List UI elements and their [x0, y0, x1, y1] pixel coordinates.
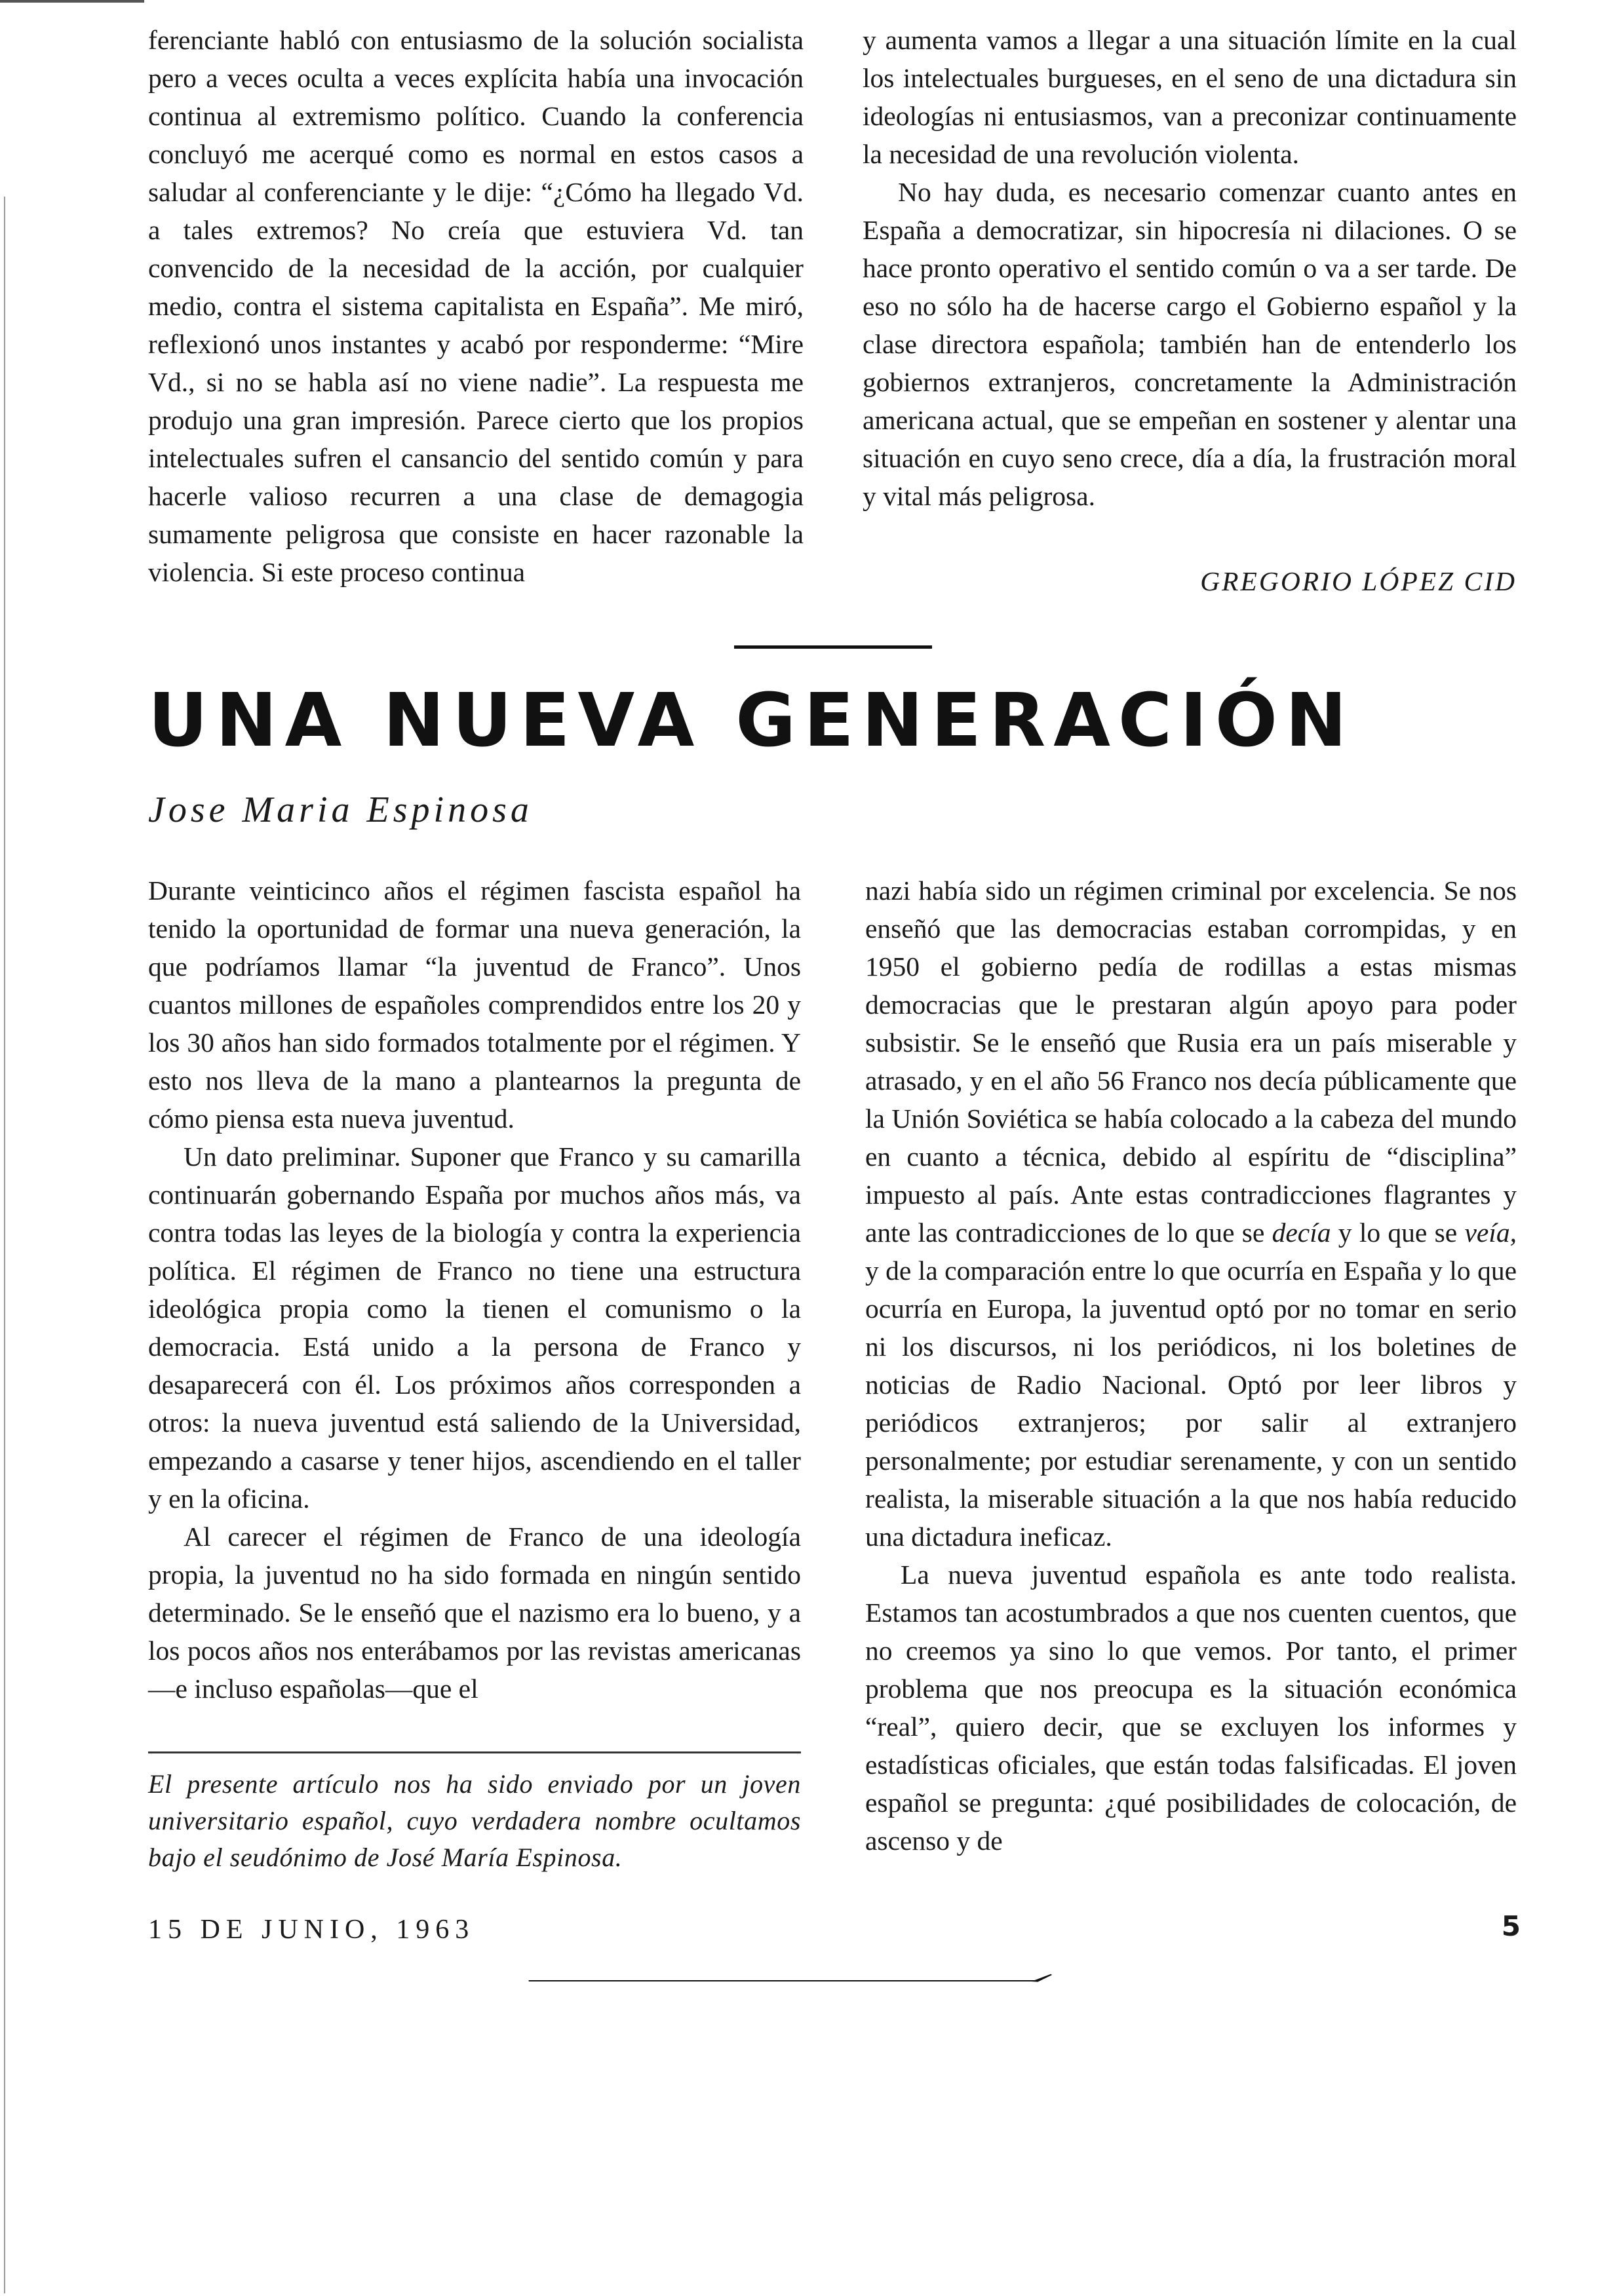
emphasis-text: veía,: [1464, 1217, 1517, 1248]
paragraph: [865, 871, 1517, 1556]
text-run: nazi había sido un régimen criminal por excelencia. Se nos enseñó que las democracias estaban corrompidas, y en 1950 el gobierno pedía de rodillas a estas mismas democracias que le prestaran algún apoyo para poder subsistir. Se le enseñó que Rusia era un país miserable y atrasado, y en el año 56 Franco nos decía públicamente que la Unión Soviética se había colocado a la cabeza del mundo en cuanto a técnica, debido al espíritu de “disciplina” impuesto al país. Ante estas contradicciones flagrantes y ante las contradicciones de lo que se: [865, 875, 1517, 1248]
issue-date: 15 DE JUNIO, 1963: [148, 1915, 475, 1945]
author-signature: GREGORIO LÓPEZ CID: [1200, 566, 1517, 596]
previous-article-right-column: [863, 21, 1517, 515]
page-number: 5: [1501, 1910, 1521, 1942]
bottom-rule-ornament: [0, 1979, 1586, 1992]
paragraph: No hay duda, es necesario comenzar cuanto antes en España a democratizar, sin hipocresía ni dilaciones. O se hace pronto operativo el sentido común o va a ser tarde. De eso no sólo ha de hacerse cargo el Gobierno español y la clase directora española; también han de entenderlo los gobiernos extranjeros, concretamente la Administración americana actual, que se empeñan en sostener y alentar una situación en cuyo seno crece, día a día, la frustración moral y vital más peligrosa.: [863, 177, 1517, 511]
text-run: y de la comparación entre lo que ocurría en España y lo que ocurría en Europa, la juventud optó por no tomar en serio ni los discursos, ni los periódicos, ni los boletines de noticias de Radio Nacional. Optó por leer libros y periódicos extranjeros; por salir al extranjero personalmente; por estudiar serenamente, y con un sentido realista, la miserable situación a la que nos había reducido una dictadura ineficaz.: [865, 1255, 1517, 1552]
paragraph: La nueva juventud española es ante todo realista. Estamos tan acostumbrados a que nos cuenten cuentos, que no creemos ya sino lo que vemos. Por tanto, el primer problema que nos preocupa es la situación económica “real”, quiero decir, que se excluyen los informes y estadísticas oficiales, que están todas falsificadas. El joven español se pregunta: ¿qué posibilidades de colocación, de ascenso y de: [865, 1559, 1517, 1856]
previous-article-left-column: [148, 21, 804, 591]
paragraph: Un dato preliminar. Suponer que Franco y su camarilla continuarán gobernando España por muchos años más, va contra todas las leyes de la biología y contra la experiencia política. El régimen de Franco no tiene una estructura ideológica propia como la tienen el comunismo o la democracia. Está unido a la persona de Franco y desaparecerá con él. Los próximos años corresponden a otros: la nueva juventud está saliendo de la Universidad, empezando a casarse y tener hijos, ascendiendo en el taller y en la oficina.: [148, 1141, 801, 1514]
footnote-divider: [148, 1751, 801, 1753]
text-run: y lo que se: [1338, 1217, 1458, 1248]
paragraph: y aumenta vamos a llegar a una situación límite en la cual los intelectuales burgueses, en el seno de una dictadura sin ideologías ni entusiasmos, van a preconizar continuamente la necesidad de una revolución violenta.: [863, 25, 1517, 169]
paragraph: Al carecer el régimen de Franco de una ideología propia, la juventud no ha sido formada en ningún sentido determinado. Se le enseñó que el nazismo era lo bueno, y a los pocos años nos enterábamos por las revistas americanas—e incluso españolas—que el: [148, 1521, 801, 1704]
article-title: UNA NUEVA GENERACIÓN: [148, 678, 1355, 763]
section-divider: [734, 645, 932, 649]
article-right-column: [865, 871, 1517, 1860]
article-byline: Jose Maria Espinosa: [148, 790, 533, 830]
editor-note: El presente artículo nos ha sido enviado por un joven universitario español, cuyo verdadera nombre ocultamos bajo el seudónimo de José María Espinosa.: [148, 1769, 801, 1872]
article-left-column: [148, 871, 801, 1708]
emphasis-text: decía: [1272, 1217, 1331, 1248]
top-edge-line: [0, 0, 144, 3]
paragraph: Durante veinticinco años el régimen fascista español ha tenido la oportunidad de formar una nueva generación, la que podríamos llamar “la juventud de Franco”. Unos cuantos millones de españoles comprendidos entre los 20 y los 30 años han sido formados totalmente por el régimen. Y esto nos lleva de la mano a plantearnos la pregunta de cómo piensa esta nueva juventud.: [148, 875, 801, 1134]
paragraph: ferenciante habló con entusiasmo de la solución socialista pero a veces oculta a veces explícita había una invocación continua al extremismo político. Cuando la conferencia concluyó me acerqué como es normal en estos casos a saludar al conferenciante y le dije: “¿Cómo ha llegado Vd. a tales extremos? No creía que estuviera Vd. tan convencido de la necesidad de la acción, por cualquier medio, contra el sistema capitalista en España”. Me miró, reflexionó unos instantes y acabó por responderme: “Mire Vd., si no se habla así no viene nadie”. La respuesta me produjo una gran impresión. Parece cierto que los propios intelectuales sufren el cansancio del sentido común y para hacerle valioso recurren a una clase de demagogia sumamente peligrosa que consiste en hacer razonable la violencia. Si este proceso continua: [148, 25, 804, 587]
